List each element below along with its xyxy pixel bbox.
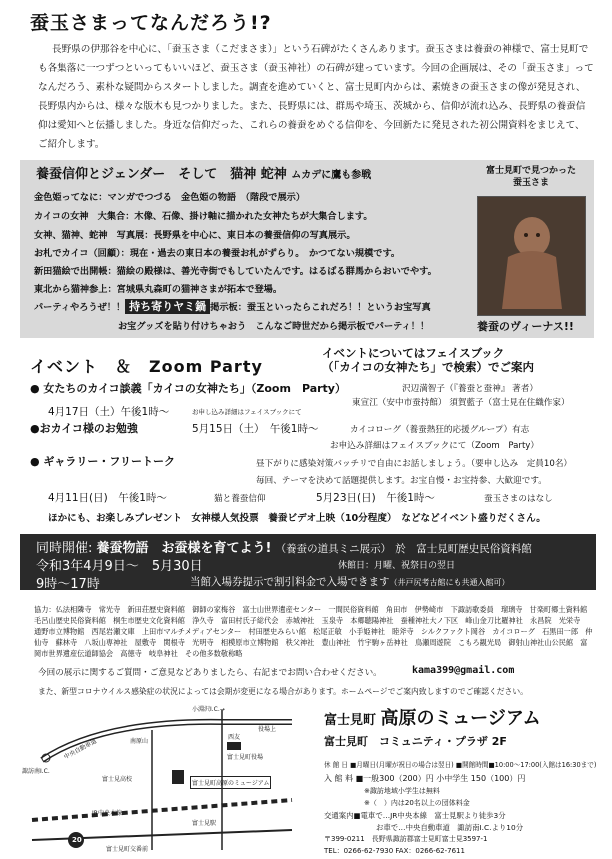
concurrent-prefix: 同時開催:	[36, 541, 93, 556]
exhibit-line: 金色姫ってなに：マンガでつづる 金色姫の物語 （階段で展示）	[34, 192, 306, 203]
map-label: 富士見高校	[102, 776, 133, 783]
event-3-desc-1: 昼下がりに感染対策バッチリで自由にお話しましょう。（要申し込み 定員10名）	[256, 459, 573, 469]
kodama-statue-photo	[477, 196, 586, 316]
museum-fee-note-1: ※諏訪地域小学生は無料	[364, 787, 440, 795]
event-3-date-2: 5月23日(日) 午後1時～	[316, 492, 435, 504]
event-3-title: ● ギャラリー・フリートーク	[30, 455, 175, 468]
party-post: 掲示板：蚕玉といったらこれだろ！！というお宝写真	[210, 302, 431, 313]
concurrent-title: 養蚕物語 お蚕様を育てよう!	[96, 541, 272, 556]
extra-events: ほかにも、お楽しみプレゼント 女神様人気投票 養蚕ビデオ上映（10分程度） などなどイベント盛りだくさん。	[48, 513, 546, 524]
event-2-people: カイコローグ（養蚕熱狂的応援グループ）有志	[350, 425, 530, 435]
facebook-line-2: （「カイコの女神たち」で検索）でご案内	[322, 360, 534, 374]
event-1-people: 沢辺満智子（『養蚕と蚕神』 著者）	[402, 384, 538, 394]
exhibit-line: カイコの女神 大集合：木像、石像、掛け軸に描かれた女神たちが大集合します。	[34, 211, 373, 222]
event-2-title: ●おカイコ様のお勉強	[30, 422, 138, 435]
contact-email[interactable]: kama399@gmail.com	[412, 665, 515, 676]
event-1-people-2: 東宣江（安中市蚕持館） 須賀藍子（富士見在住織作家）	[352, 398, 570, 408]
party-badge: 持ち寄りヤミ鍋	[125, 299, 210, 314]
route-20-label: 20	[72, 836, 82, 844]
museum-fee: 入 館 料 ■一般300（200）円 小中学生 150（100）円	[324, 774, 526, 783]
museum-fee-note-2: ※（ ）内は20名以上の団体料金	[364, 799, 470, 807]
discount-note: （井戸尻考古館にも共通入館可）	[389, 578, 510, 587]
event-3-date-1: 4月11日(日) 午後1時～	[48, 492, 167, 504]
concurrent-venue: 於 富士見町歴史民俗資料館	[395, 543, 532, 555]
map-label: 小淵沢I.C.→	[192, 706, 225, 713]
museum-address: 〒399-0211 長野県諏訪郡富士見町富士見3597-1	[324, 835, 488, 843]
photo-caption: 富士見町で見つかった蚕玉さま	[485, 166, 576, 188]
discount-text: 当館入場券提示で割引料金で入場できます	[190, 576, 390, 588]
covid-note: また、新型コロナウイルス感染症の状況によっては会期が変更になる場合があります。ホームページでご案内致しますのでご確認ください。	[38, 687, 528, 696]
map-label: 富士見町交番前	[106, 846, 149, 853]
photo-subtitle: 養蚕のヴィーナス!!	[477, 320, 574, 333]
map-label: JR中央本線	[92, 810, 122, 817]
exhibit-line: 新田猫絵で出開帳：猫絵の殿様は、善光寺街でもしていたんです。はるばる群馬からおいでやす。	[34, 266, 437, 277]
page-title: 蚕玉さまってなんだろう!?	[30, 12, 272, 34]
museum-sub: 富士見町 コミュニティ・プラザ 2F	[324, 735, 507, 748]
party-line	[34, 298, 431, 314]
concurrent-dates: 令和3年4月9日～ 5月30日	[36, 559, 203, 574]
event-2-date: 5月15日（土） 午後1時～	[192, 423, 319, 435]
museum-name	[324, 704, 541, 730]
map-label: 諏訪南I.C.	[22, 768, 50, 775]
access-map	[22, 700, 302, 855]
section-heading	[36, 163, 371, 182]
concurrent-discount	[190, 574, 510, 589]
map-label: 中央自動車道	[62, 737, 99, 761]
map-label: 役場上	[258, 726, 277, 733]
concurrent-closed: 休館日：月曜、祝祭日の翌日	[338, 561, 456, 571]
contact-text: 今回の展示に関するご質問・ご意見などありましたら、右記までお問い合わせください。	[38, 668, 382, 678]
facebook-line-1: イベントについてはフェイスブック	[322, 346, 505, 360]
facebook-note	[322, 346, 534, 374]
event-1-note: お申し込み詳細はフェイスブックにて	[192, 408, 302, 416]
section-heading-small: ムカデに鷹も参戦	[291, 170, 372, 181]
museum-town: 富士見町	[324, 713, 377, 728]
concurrent-note: （養蚕の道具ミニ展示）	[275, 543, 392, 555]
museum-tel: TEL：0266-62-7930 FAX：0266-62-7611	[324, 847, 465, 855]
event-2-note: お申込み詳細はフェイスブックにて（Zoom Party）	[330, 441, 539, 451]
event-1-date: 4月17日（土）午後1時～	[48, 406, 170, 418]
map-label: 南原山	[130, 738, 149, 745]
exhibit-line: 女神、猫神、蛇神 写真展：長野県を中心に、東日本の養蚕信仰の写真展示。	[34, 230, 356, 241]
events-heading: イベント ＆ Zoom Party	[30, 357, 263, 376]
intro-paragraph: 長野県の伊那谷を中心に、「蚕玉さま（こだまさま）」という石碑がたくさんあります。蚕玉さまは養蚕の神様で、富士見町でも各集落に一つずつといってもいいほど、蚕玉さま（蚕玉神社）の石碑が建っています。今回の企画展は、その「蚕玉さま」ってなんだろう、素朴な疑問からスタートしました。調査を進めていくと、富士見町内からは、素焼きの蚕玉さまの像が発見され、長野県内からは、様々な版木も見つかりました。また、長野県には、群馬や埼玉、茨城から、信仰が流れ込み、長野県の養蚕信仰は愛知へと伝播しました。身近な信仰だった、これらの養蚕をめぐる信仰を、今回新たに発見された初公開資料をまじえて、ご紹介します。	[38, 44, 594, 150]
museum-hours: 休 館 日 ■月曜日(月曜が祝日の場合は翌日) ■開館時間■10:00～17:00(入館は16:30まで)	[324, 761, 597, 769]
party-line-2: お宝グッズを貼り付けちゃおう こんなご時世だから掲示板でパーティ！！	[118, 321, 430, 332]
event-3-topic-1: 猫と養蚕信仰	[214, 494, 266, 504]
map-label: 富士見駅	[192, 820, 217, 827]
party-pre: パーティやろうぜ！！	[34, 302, 126, 313]
section-heading-main: 養蚕信仰とジェンダー そして 猫神 蛇神	[36, 167, 287, 182]
museum-access-2: お車で…中央自動車道 諏訪南I.C.より10分	[376, 823, 524, 832]
event-3-desc-2: 毎回、テーマを決めて話題提供します。お宝自慢・お宝持参、大歓迎です。	[256, 476, 547, 486]
statue-image	[478, 197, 585, 315]
exhibit-line: 東北から猫神参上：宮城県丸森町の猫神さまが拓本で登場。	[34, 284, 283, 295]
event-1-title: ● 女たちのカイコ談義「カイコの女神たち」（Zoom Party）	[30, 382, 346, 395]
map-label: 西友	[228, 734, 241, 741]
event-3-topic-2: 蚕玉さまのはなし	[484, 494, 553, 504]
museum-title: 高原のミュージアム	[380, 708, 541, 729]
map-label: 富士見町高原のミュージアム	[190, 776, 271, 789]
map-label: 富士見町役場	[227, 754, 264, 761]
exhibit-line: お札でカイコ（回顧）：現在・過去の東日本の養蚕お札がずらり。 かつてない規模です。	[34, 248, 401, 259]
museum-access-1: 交通案内■電車で…JR中央本線 富士見駅より徒歩3分	[324, 811, 506, 820]
concurrent-hours: 9時～17時	[36, 577, 100, 592]
concurrent-line-1	[36, 537, 532, 556]
cooperation-list: 協力：仏法相隣寺 常光寺 新田荘歴史資料館 御師の家梅谷 富士山世界遺産センター 一間民俗資料館 角田市 伊勢崎市 下諏訪歌委員 瑠璃寺 甘楽町郷土資料館 毛呂山歴史民俗資料館 桐生市歴史文化資料館 浄久寺 富田村氏子総代会 赤城神社 玉泉寺 本郷聴陽神社 蚕種神社大ノ下区 峰山金刀比羅神社 永昌院 光栄寺 通野市立博物館 西尾岩瀬文庫 上田市マルチメディアセンター 村田歴史みらい館 松尾正敏 小手姫神社 睦斧寺 シルクファクト岡谷 カイコローグ 石黒田一郎 仲仙寺 蘇林寺 八坂山専神社 屋敷寺 関根寺 光明寺 相模原市立博物館 秩父神社 豊山神社 竹宇駒ヶ岳神社 鳥瀬周遊院 こもろ観光局 御射山神社山公民館 富岡市世界遺産伝道師協会 高徳寺 岐阜神社 その他多数敬称略	[34, 605, 595, 658]
